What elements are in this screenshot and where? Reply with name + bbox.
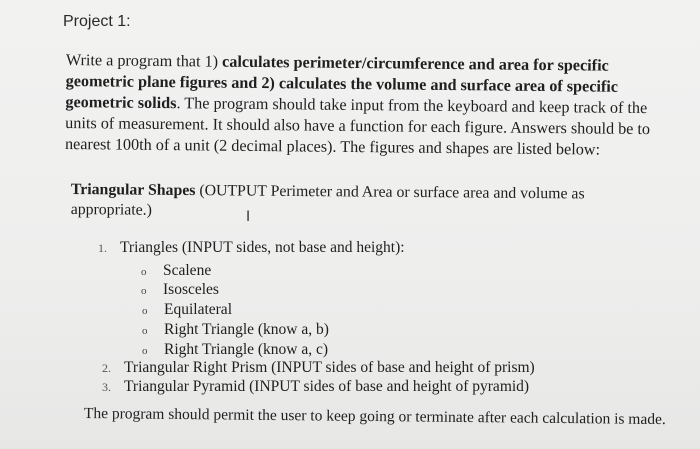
list-item-1 <box>98 238 405 258</box>
sub-item <box>141 280 219 301</box>
section-intro <box>71 180 631 225</box>
bullet-icon: o <box>142 325 148 337</box>
section-heading: Triangular Shapes <box>70 180 196 200</box>
sub-item-text: Right Triangle (know a, b) <box>164 321 329 338</box>
list-item-text: Triangular Right Prism (INPUT sides of base and height of prism) <box>124 359 535 376</box>
sub-item <box>141 261 211 282</box>
sub-item <box>142 320 329 341</box>
list-number: 2. <box>102 361 111 375</box>
sub-item-text: Equilateral <box>164 301 232 318</box>
bullet-icon: o <box>141 266 147 278</box>
sub-item-text: Right Triangle (know a, c) <box>164 341 329 358</box>
intro-text-end: . The program should take input from the keyboard and keep track of the units of measurement. It should also have a function for each figure. Answers should be to nearest 100th of a unit (2 decimal places). The figures and shapes are listed below: <box>64 94 651 159</box>
list-number: 3. <box>102 380 111 394</box>
intro-text-start: Write a program that 1) <box>65 50 223 71</box>
list-number: 1. <box>98 241 107 255</box>
bullet-icon: o <box>142 305 148 317</box>
sub-item-text: Isosceles <box>163 281 219 298</box>
page-title: Project 1: <box>63 13 131 30</box>
bullet-icon: o <box>141 285 147 297</box>
section-description: (OUTPUT Perimeter and Area or surface area and volume as appropriate.) <box>70 182 585 219</box>
list-item-text: Triangles (INPUT sides, not base and height): <box>120 239 405 256</box>
sub-item-text: Scalene <box>163 262 212 279</box>
list-item-text: Triangular Pyramid (INPUT sides of base and height of pyramid) <box>124 378 530 395</box>
text-cursor-icon: I <box>246 209 251 225</box>
intro-bold-text: calculates perimeter/circumference and area for specific geometric plane figures and 2) calculates the volume and surface area of specific geometric solids <box>65 52 619 113</box>
list-item-2 <box>102 358 535 378</box>
closing-paragraph: The program should permit the user to keep going or terminate after each calculation is made. <box>83 405 666 429</box>
list-item-3 <box>102 377 529 397</box>
sub-item <box>142 300 232 321</box>
bullet-icon: o <box>142 345 148 357</box>
intro-paragraph <box>65 50 651 161</box>
